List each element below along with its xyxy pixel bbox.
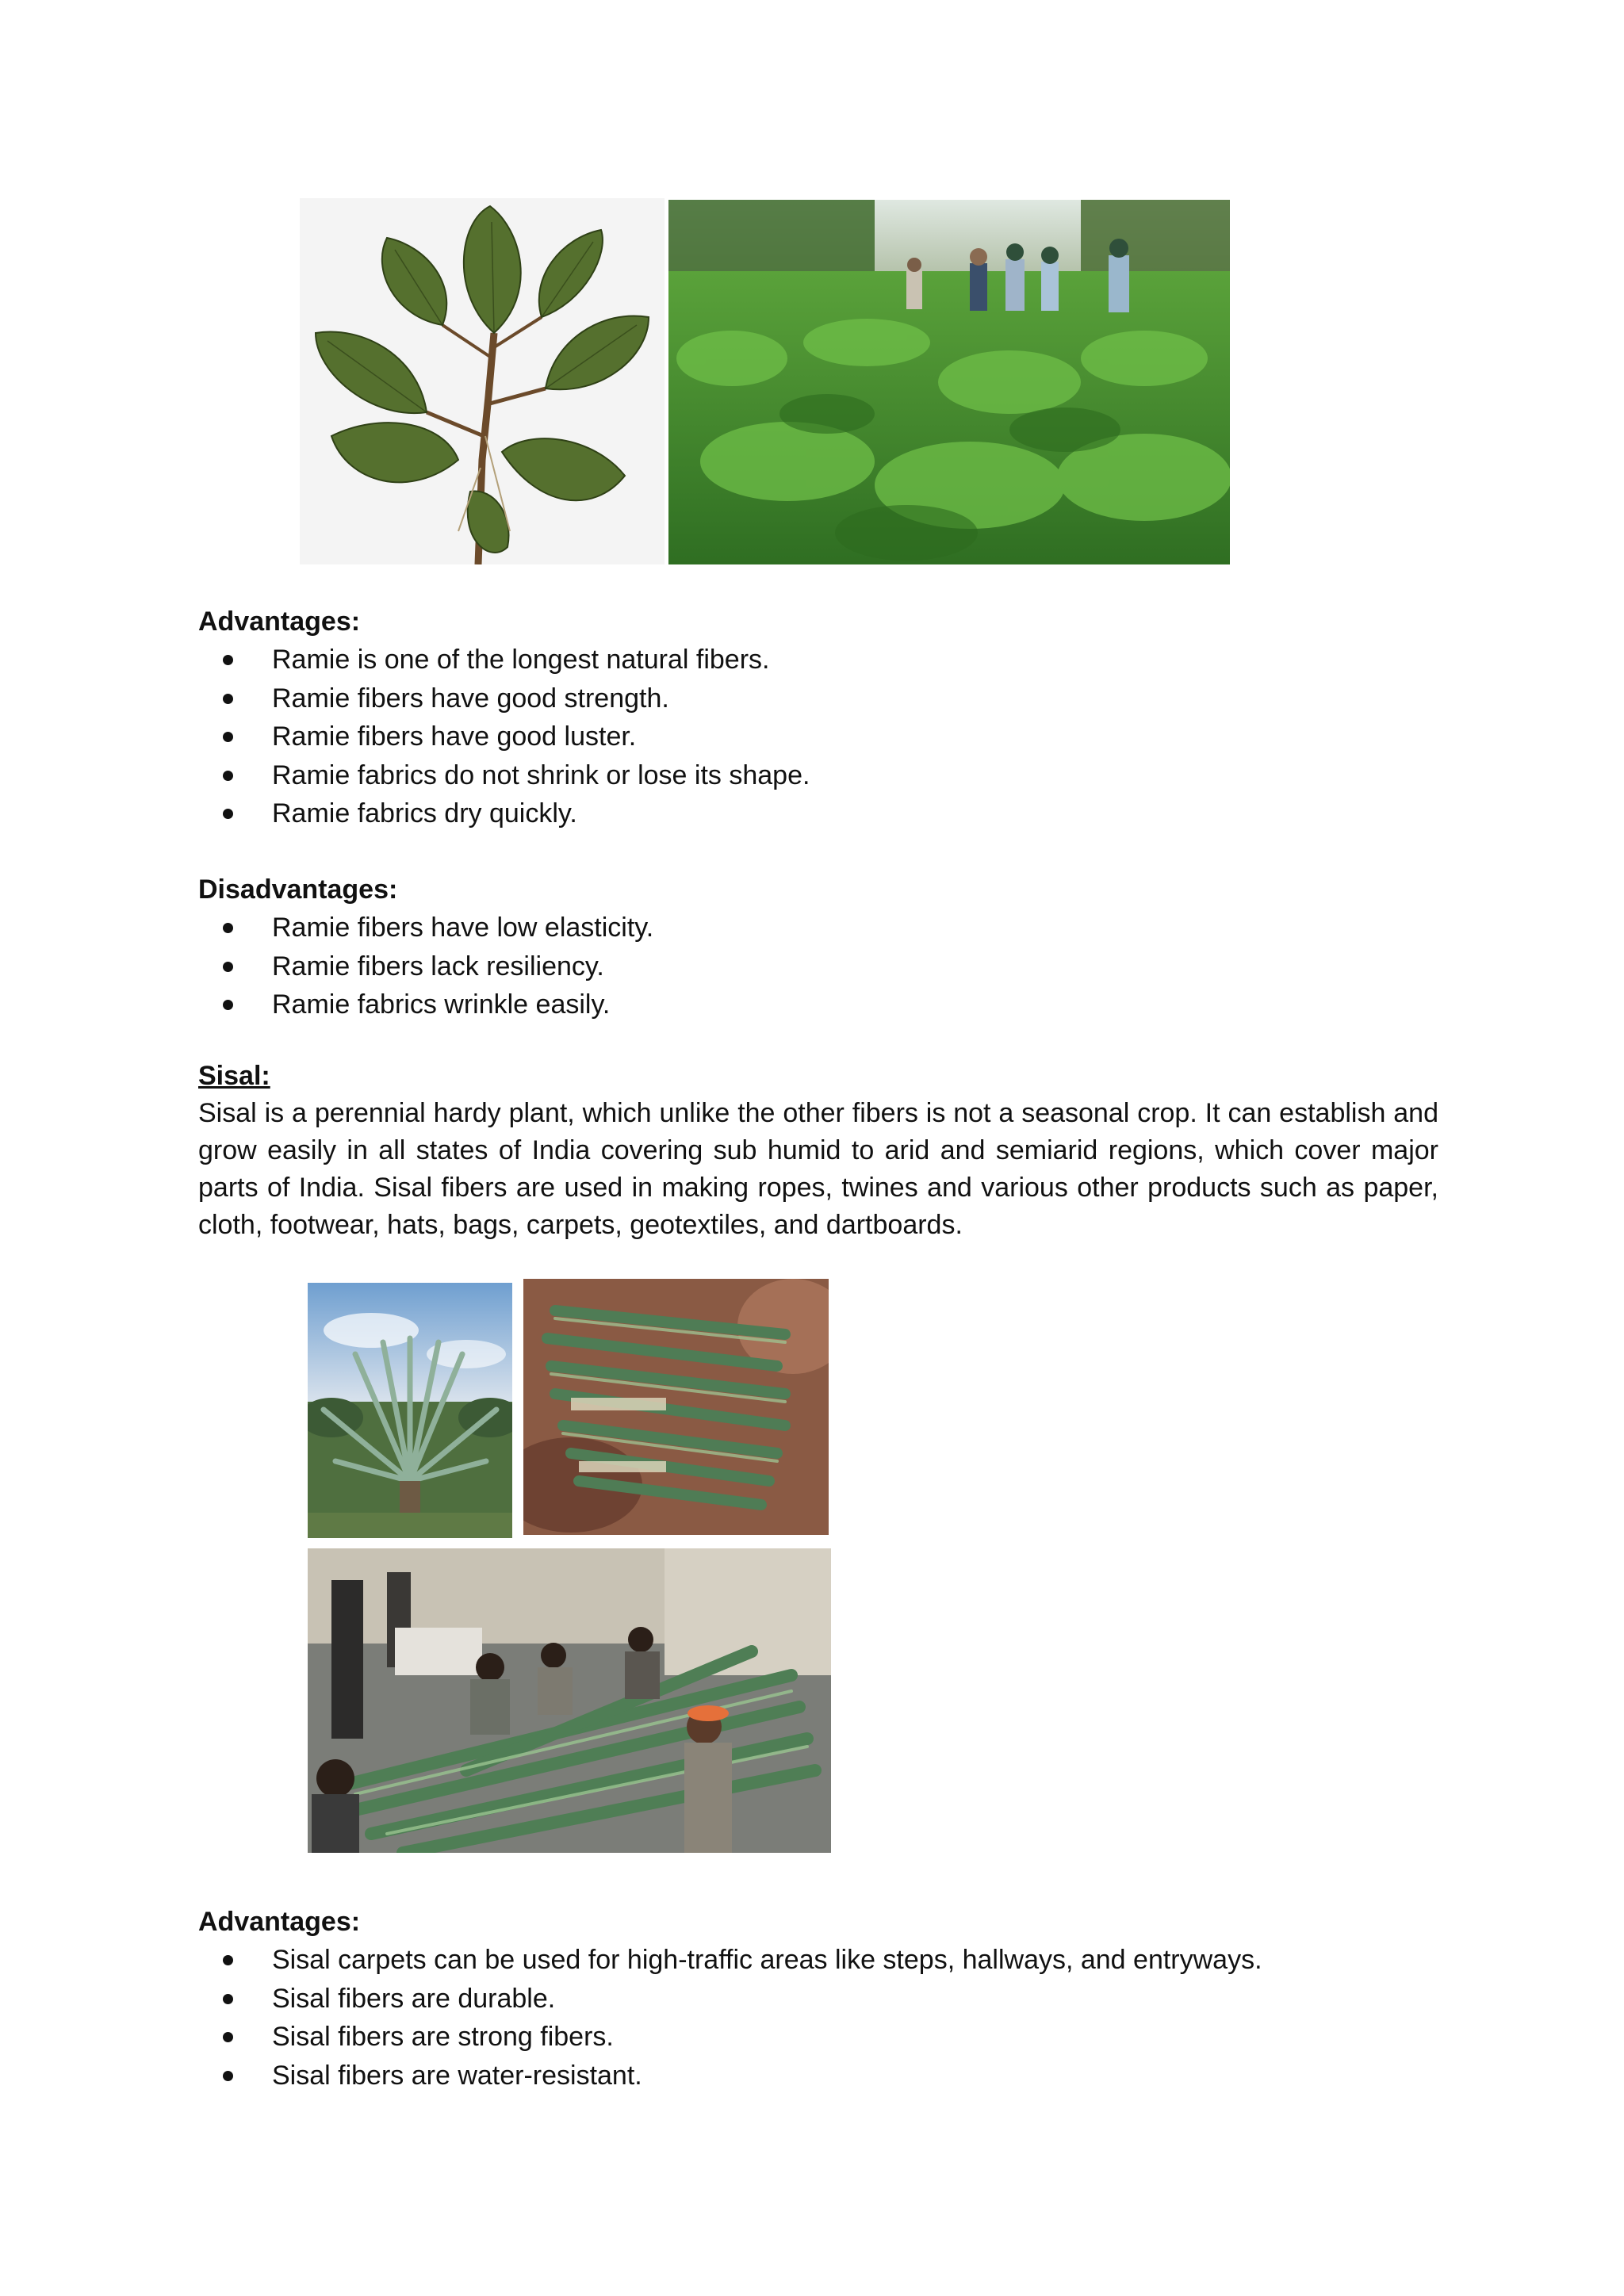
list-item — [198, 909, 1438, 947]
bullet-icon — [223, 809, 233, 819]
list-item-text: Ramie fibers have low elasticity. — [272, 913, 654, 943]
list-item-text: Ramie fabrics do not shrink or lose its shape. — [272, 760, 810, 790]
bullet-icon — [223, 694, 233, 704]
list-item — [198, 2057, 1438, 2095]
list-item — [198, 794, 1438, 833]
bullet-icon — [223, 962, 233, 972]
ramie-disadvantages-heading: Disadvantages: — [198, 874, 398, 905]
bullet-icon — [223, 2032, 233, 2042]
sisal-plant-photo — [308, 1283, 512, 1538]
bullet-icon — [223, 1994, 233, 2004]
list-item — [198, 985, 1438, 1024]
sisal-bundles-photo — [523, 1279, 829, 1535]
sisal-advantages-heading: Advantages: — [198, 1907, 361, 1937]
list-item-text: Sisal carpets can be used for high-traffic areas like steps, hallways, and entryways. — [272, 1945, 1262, 1975]
list-item-text: Ramie is one of the longest natural fibers. — [272, 645, 770, 675]
sisal-paragraph: Sisal is a perennial hardy plant, which unlike the other fibers is not a seasonal crop. It can establish and grow easily in all states of India covering sub humid to arid and semiarid regions, which cover major parts of India. Sisal fibers are used in making ropes, twines and various other products such as paper, cloth, footwear, hats, bags, carpets, geotextiles, and dartboards. — [198, 1098, 1438, 1240]
ramie-disadvantages-section — [198, 871, 1438, 1024]
sisal-intro-section — [198, 1057, 1438, 1244]
list-item — [198, 2018, 1438, 2057]
sisal-processing-photo — [308, 1548, 831, 1853]
ramie-plant-illustration — [300, 198, 665, 564]
bullet-icon — [223, 655, 233, 665]
list-item — [198, 1941, 1438, 1980]
ramie-field-photo — [668, 200, 1230, 564]
list-item-text: Sisal fibers are durable. — [272, 1983, 556, 2014]
bullet-icon — [223, 1955, 233, 1965]
list-item-text: Ramie fibers have good strength. — [272, 683, 669, 714]
list-item — [198, 947, 1438, 986]
ramie-disadvantages-list — [198, 909, 1438, 1024]
bullet-icon — [223, 771, 233, 781]
bullet-icon — [223, 1000, 233, 1010]
bullet-icon — [223, 732, 233, 742]
list-item-text: Ramie fibers have good luster. — [272, 721, 637, 752]
list-item-text: Sisal fibers are strong fibers. — [272, 2022, 614, 2052]
ramie-advantages-list — [198, 641, 1438, 833]
list-item-text: Ramie fabrics dry quickly. — [272, 798, 577, 828]
ramie-advantages-section — [198, 603, 1438, 833]
list-item — [198, 756, 1438, 795]
ramie-advantages-heading: Advantages: — [198, 607, 361, 637]
list-item — [198, 1980, 1438, 2019]
sisal-advantages-list — [198, 1941, 1438, 2095]
bullet-icon — [223, 923, 233, 933]
sisal-heading: Sisal: — [198, 1061, 270, 1091]
list-item — [198, 718, 1438, 756]
sisal-advantages-section — [198, 1903, 1438, 2095]
list-item — [198, 641, 1438, 679]
bullet-icon — [223, 2071, 233, 2081]
list-item-text: Sisal fibers are water-resistant. — [272, 2060, 642, 2091]
list-item-text: Ramie fabrics wrinkle easily. — [272, 989, 611, 1020]
list-item — [198, 679, 1438, 718]
list-item-text: Ramie fibers lack resiliency. — [272, 951, 604, 982]
